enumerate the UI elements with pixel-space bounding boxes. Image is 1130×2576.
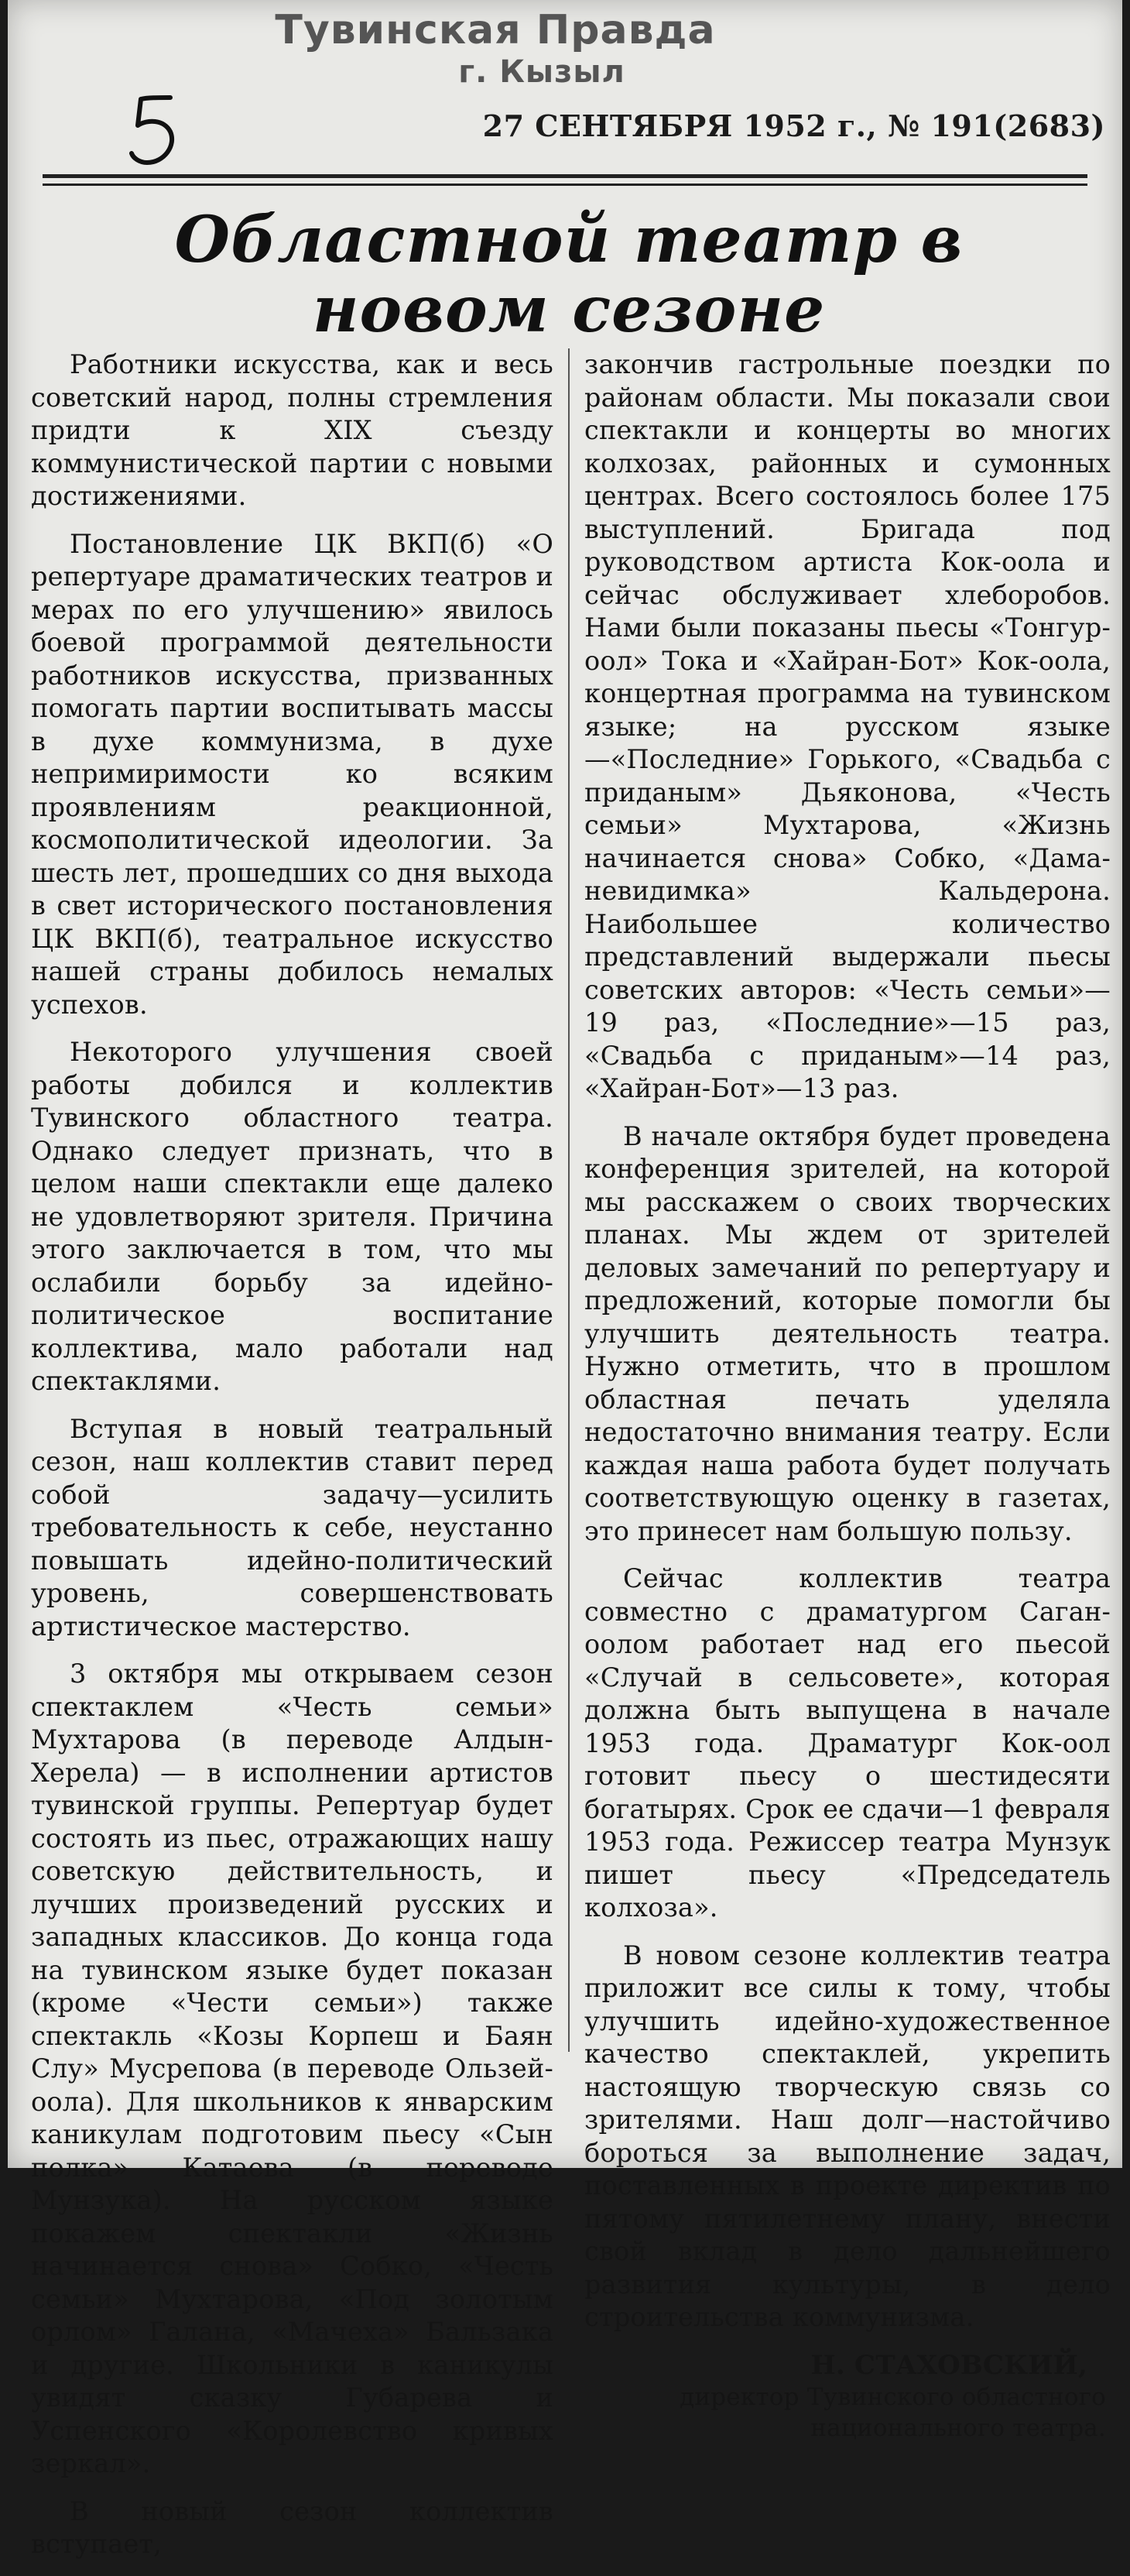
paragraph: Работники искусства, как и весь советский народ, полны стремления придти к XIX съезду коммунистической партии с новыми достижениями. (31, 349, 553, 511)
article-headline: Областной театр в новом сезоне (174, 203, 964, 347)
column-divider (568, 348, 570, 2052)
header-rule (43, 174, 1087, 178)
paragraph: В новом сезоне коллектив театра приложит все силы к тому, чтобы улучшить идейно-художественное качество спектаклей, укрепить настоящую творческую связь со зрителями. Наш долг—настойчиво бороться за выполнение задач, поставленных в проекте директив по пятому пятилетнему плану, внести свой вклад в дело дальнейшего развития культуры, в дело строительства коммунизма. (584, 1940, 1111, 2332)
header-rule-thin (43, 184, 1087, 186)
article-body (31, 348, 1111, 2559)
paragraph: Сейчас коллектив театра совместно с драматургом Саган-оолом работает над его пьесой «Случай в сельсовете», которая должна быть выпущена в начале 1953 года. Драматург Кок-оол готовит пьесу о шестидесяти богатырях. Срок ее сдачи—1 февраля 1953 года. Режиссер театра Мунзук пишет пьесу «Председатель колхоза». (584, 1563, 1111, 1923)
left-column (31, 348, 553, 2576)
handwritten-page-number (124, 91, 186, 169)
paragraph: В начале октября будет проведена конференция зрителей, на которой мы расскажем о своих творческих планах. Мы ждем от зрителей деловых замечаний по репертуару и предложений, которые помогли бы улучшить деятельность театра. Нужно отметить, что в прошлом областная печать уделяла недостаточно внимания театру. Если каждая наша работа будет получать соответствующую оценку в газетах, это принесет нам большую пользу. (584, 1120, 1111, 1546)
paragraph: В новый сезон коллектив вступает, (31, 2495, 553, 2559)
newspaper-clipping (8, 0, 1122, 2559)
author-role-line: национального театра. (810, 2413, 1106, 2442)
author-role-line: директор Тувинского областного (680, 2382, 1106, 2411)
paragraph: Некоторого улучшения своей работы добился и коллектив Тувинского областного театра. Однако следует признать, что в целом наши спектакли еще далеко не удовлетворяют зрителя. Причина этого заключается в том, что мы ослабили борьбу за идейно-политическое воспитание коллектива, мало работали над спектаклями. (31, 1037, 553, 1396)
issue-date-number: 27 СЕНТЯБРЯ 1952 г., № 191(2683) (482, 108, 1105, 143)
paragraph: Постановление ЦК ВКП(б) «О репертуаре драматических театров и мерах по его улучшению» явилось боевой программой деятельности работников искусства, призванных помогать партии воспитывать массы в духе коммунизма, в духе непримиримости ко всяким проявлениям реакционной, космополитической идеологии. За шесть лет, прошедших со дня выхода в свет исторического постановления ЦК ВКП(б), театральное искусство нашей страны добилось немалых успехов. (31, 528, 553, 1020)
stamp-newspaper-name: Тувинская Правда (275, 7, 716, 53)
paragraph: Вступая в новый театральный сезон, наш коллектив ставит перед собой задачу—усилить требовательность к себе, неустанно повышать идейно-политический уровень, совершенствовать артистическое мастерство. (31, 1413, 553, 1641)
newspaper-stamp (263, 6, 728, 90)
author-name: Н. СТАХОВСКИЙ, (810, 2349, 1087, 2381)
right-column (584, 348, 1111, 2444)
author-role (584, 2382, 1111, 2444)
stamp-city: г. Кызыл (458, 54, 625, 90)
paragraph: закончив гастрольные поездки по районам области. Мы показали свои спектакли и концерты во многих колхозах, районных и сумонных центрах. Всего состоялось более 175 выступлений. Бригада под руководством артиста Кок-оола и сейчас обслуживает хлеборобов. Нами были показаны пьесы «Тонгур-оол» Тока и «Хайран-Бот» Кок-оола, концертная программа на тувинском языке; на русском языке—«Последние» Горького, «Свадьба с приданым» Дьяконова, «Честь семьи» Мухтарова, «Жизнь начинается снова» Собко, «Дама-невидимка» Кальдерона. Наибольшее количество представлений выдержали пьесы советских авторов: «Честь семьи»—19 раз, «Последние»—15 раз, «Свадьба с приданым»—14 раз, «Хайран-Бот»—13 раз. (584, 349, 1111, 1103)
paragraph: 3 октября мы открываем сезон спектаклем «Честь семьи» Мухтарова (в переводе Алдын-Херела) — в исполнении артистов тувинской группы. Репертуар будет состоять из пьес, отражающих нашу советскую действительность, и лучших произведений русских и западных классиков. До конца года на тувинском языке будет показан (кроме «Чести семьи») также спектакль «Козы Корпеш и Баян Слу» Мусрепова (в переводе Ользей-оола). Для школьников к январским каникулам подготовим пьесу «Сын полка» Катаева (в переводе Мунзука). На русском языке покажем спектакли «Жизнь начинается снова» Собко, «Честь семьи» Мухтарова, «Под золотым орлом» Галана, «Мачеха» Бальзака и другие. Школьники в каникулы увидят сказку Губарева и Успенского «Королевство кривых зеркал». (31, 1658, 553, 2478)
